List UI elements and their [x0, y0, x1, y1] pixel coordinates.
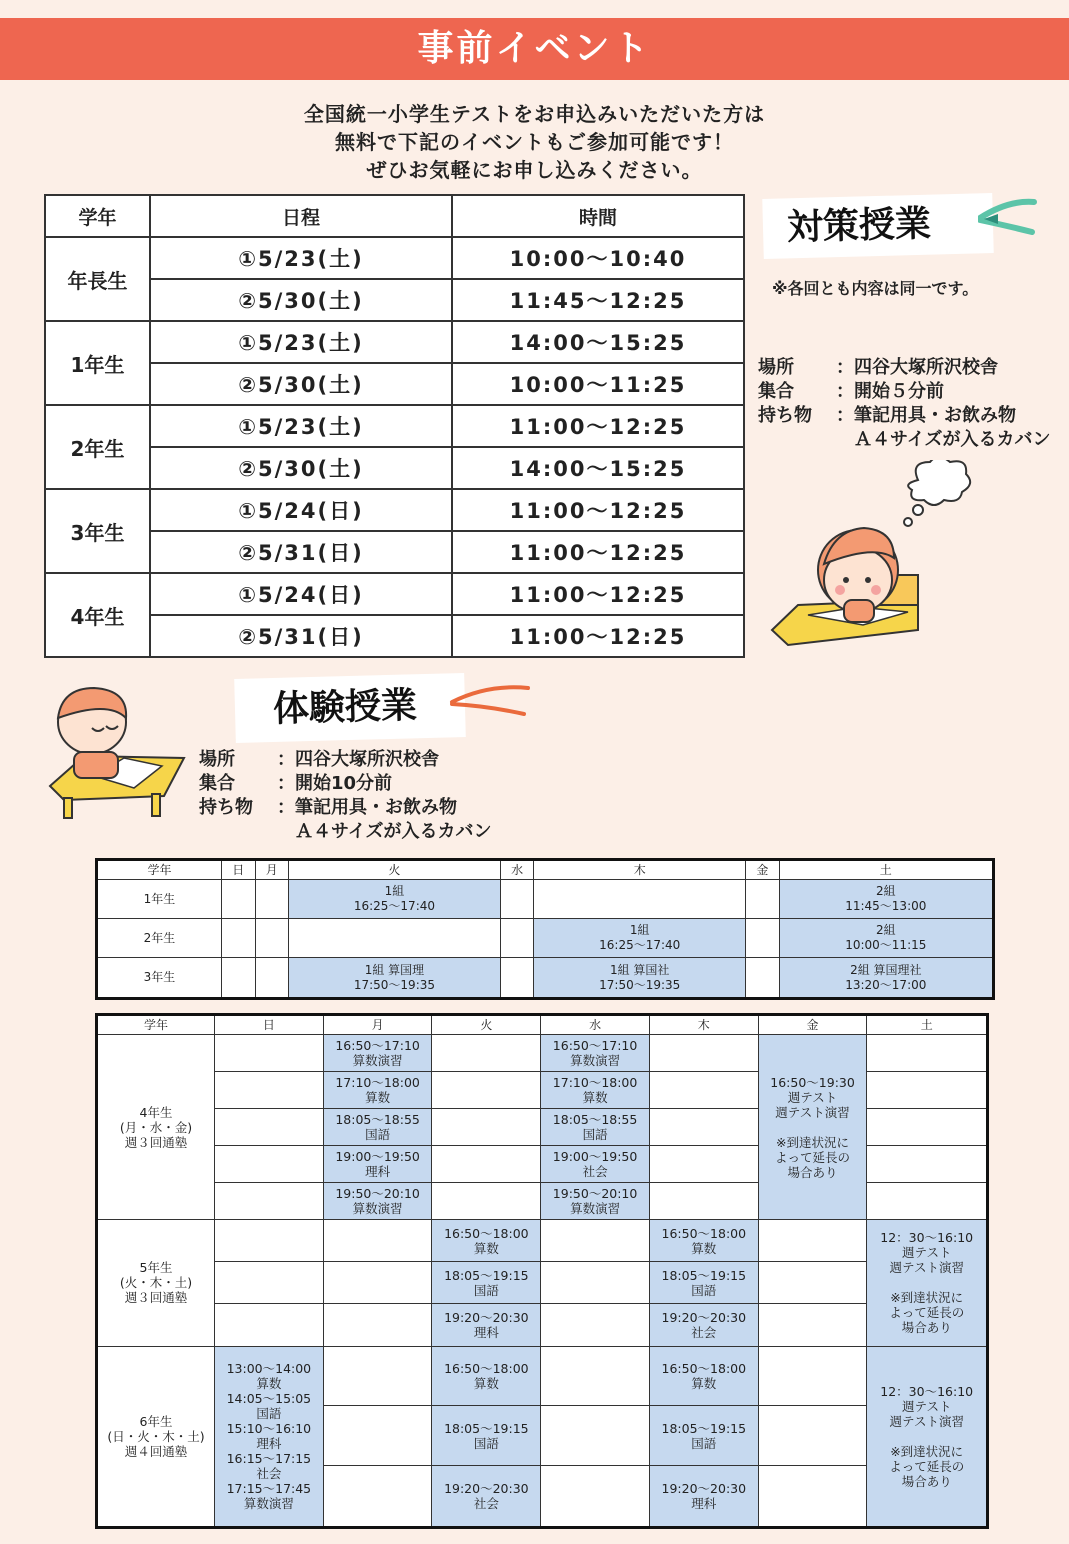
date-cell: ②5/30(土)	[150, 363, 452, 405]
time-cell: 11:00～12:25	[452, 615, 744, 657]
empty-cell	[215, 1183, 324, 1220]
info-value: ：筆記用具・お飲み物	[836, 405, 1016, 426]
grade-cell: 2年生	[45, 405, 150, 489]
class-cell: 16:50～17:10 算数演習	[323, 1035, 432, 1072]
class-cell: 19:50～20:10 算数演習	[323, 1183, 432, 1220]
class-cell: 19:20～20:30 理科	[432, 1304, 541, 1346]
time-cell: 11:00～12:25	[452, 405, 744, 447]
empty-cell	[758, 1262, 867, 1304]
class-cell: 13:00～14:00 算数 14:05～15:05 国語 15:10～16:10 理科 16:15～17:15 社会 17:15～17:45 算数演習	[215, 1346, 324, 1528]
col-header: 時間	[452, 195, 744, 237]
date-cell: ①5/23(土)	[150, 405, 452, 447]
empty-cell	[323, 1262, 432, 1304]
empty-cell	[746, 919, 780, 958]
class-cell: 19:20～20:30 社会	[649, 1304, 758, 1346]
intro-line: 無料で下記のイベントもご参加可能です！	[335, 130, 734, 154]
day-header: 金	[758, 1015, 867, 1035]
upper-grade-schedule	[95, 1013, 989, 1529]
date-cell: ②5/31(日)	[150, 531, 452, 573]
empty-cell	[500, 880, 534, 919]
class-cell: 12：30～16:10 週テスト 週テスト演習 ※到達状況に よって延長の 場合あり	[867, 1346, 988, 1528]
empty-cell	[541, 1406, 650, 1466]
time-cell: 11:00～12:25	[452, 531, 744, 573]
time-cell: 10:00～11:25	[452, 363, 744, 405]
info-value: ：開始10分前	[277, 773, 393, 794]
time-cell: 14:00～15:25	[452, 321, 744, 363]
class-cell: 16:50～18:00 算数	[649, 1346, 758, 1406]
class-cell: 16:50～17:10 算数演習	[541, 1035, 650, 1072]
class-cell: 18:05～18:55 国語	[541, 1109, 650, 1146]
empty-cell	[746, 880, 780, 919]
day-header: 火	[289, 860, 501, 880]
time-cell: 10:00～10:40	[452, 237, 744, 279]
grade-cell: 4年生	[45, 573, 150, 657]
info-key: 場所	[199, 749, 235, 770]
empty-cell	[649, 1146, 758, 1183]
info-key: 場所	[758, 357, 794, 378]
empty-cell	[758, 1406, 867, 1466]
class-cell: 2組 11:45～13:00	[779, 880, 993, 919]
info-value: ：四谷大塚所沢校舎	[836, 357, 998, 378]
date-cell: ①5/24(日)	[150, 489, 452, 531]
empty-cell	[222, 919, 256, 958]
class-cell: 19:20～20:30 理科	[649, 1466, 758, 1528]
empty-cell	[432, 1035, 541, 1072]
info-key: 持ち物	[199, 797, 253, 818]
empty-cell	[541, 1262, 650, 1304]
info-key: 集合	[199, 773, 235, 794]
intro-line: ぜひお気軽にお申し込みください。	[366, 158, 703, 182]
class-cell: 16:50～18:00 算数	[432, 1346, 541, 1406]
empty-cell	[255, 919, 289, 958]
date-cell: ①5/24(日)	[150, 573, 452, 615]
empty-cell	[758, 1346, 867, 1406]
time-cell: 11:45～12:25	[452, 279, 744, 321]
class-cell: 18:05～19:15 国語	[649, 1406, 758, 1466]
empty-cell	[541, 1346, 650, 1406]
day-header: 木	[534, 860, 746, 880]
date-cell: ①5/23(土)	[150, 237, 452, 279]
grade-cell: 1年生	[45, 321, 150, 405]
lower-grade-schedule	[95, 858, 995, 1000]
empty-cell	[215, 1220, 324, 1262]
writing-child-illustration	[44, 686, 194, 821]
grade-cell: 3年生	[45, 489, 150, 573]
empty-cell	[215, 1109, 324, 1146]
class-cell: 18:05～19:15 国語	[432, 1406, 541, 1466]
empty-cell	[500, 919, 534, 958]
empty-cell	[541, 1220, 650, 1262]
class-cell: 19:00～19:50 理科	[323, 1146, 432, 1183]
empty-cell	[758, 1304, 867, 1346]
empty-cell	[867, 1072, 988, 1109]
time-cell: 11:00～12:25	[452, 489, 744, 531]
taisaku-table	[44, 194, 745, 658]
empty-cell	[649, 1109, 758, 1146]
info-key	[758, 428, 836, 452]
class-cell: 12：30～16:10 週テスト 週テスト演習 ※到達状況に よって延長の 場合あり	[867, 1220, 988, 1347]
day-header: 日	[222, 860, 256, 880]
taisaku-title: 対策授業	[762, 193, 993, 259]
grade-cell: 6年生 (日・火・木・土) 週４回通塾	[97, 1346, 215, 1528]
day-header: 月	[255, 860, 289, 880]
info-value: ：四谷大塚所沢校舎	[277, 749, 439, 770]
empty-cell	[746, 958, 780, 999]
empty-cell	[541, 1304, 650, 1346]
empty-cell	[215, 1072, 324, 1109]
empty-cell	[758, 1220, 867, 1262]
taisaku-note: ※各回とも内容は同一です。	[772, 279, 979, 298]
class-cell: 16:50～19:30 週テスト 週テスト演習 ※到達状況に よって延長の 場合あり	[758, 1035, 867, 1220]
day-header: 学年	[97, 1015, 215, 1035]
info-value: ：筆記用具・お飲み物	[277, 797, 457, 818]
empty-cell	[432, 1109, 541, 1146]
class-cell: 1組 16:25～17:40	[534, 919, 746, 958]
class-cell: 2組 10:00～11:15	[779, 919, 993, 958]
empty-cell	[215, 1146, 324, 1183]
class-cell: 19:20～20:30 社会	[432, 1466, 541, 1528]
date-cell: ②5/30(土)	[150, 447, 452, 489]
ribbon-icon	[978, 196, 1038, 240]
grade-cell: 5年生 (火・木・土) 週３回通塾	[97, 1220, 215, 1347]
empty-cell	[432, 1183, 541, 1220]
day-header: 水	[500, 860, 534, 880]
day-header: 日	[215, 1015, 324, 1035]
day-header: 土	[779, 860, 993, 880]
class-cell: 1組 16:25～17:40	[289, 880, 501, 919]
empty-cell	[541, 1466, 650, 1528]
empty-cell	[255, 880, 289, 919]
day-header: 土	[867, 1015, 988, 1035]
class-cell: 18:05～19:15 国語	[649, 1262, 758, 1304]
time-cell: 14:00～15:25	[452, 447, 744, 489]
class-cell: 17:10～18:00 算数	[323, 1072, 432, 1109]
taiken-info	[199, 748, 492, 844]
class-cell: 2組 算国理社 13:20～17:00	[779, 958, 993, 999]
day-header: 月	[323, 1015, 432, 1035]
day-header: 火	[432, 1015, 541, 1035]
empty-cell	[215, 1262, 324, 1304]
date-cell: ②5/30(土)	[150, 279, 452, 321]
empty-cell	[500, 958, 534, 999]
col-header: 日程	[150, 195, 452, 237]
day-header: 学年	[97, 860, 222, 880]
info-value: Ａ４サイズが入るカバン	[277, 821, 492, 842]
empty-cell	[289, 919, 501, 958]
info-value: Ａ４サイズが入るカバン	[836, 429, 1051, 450]
empty-cell	[432, 1072, 541, 1109]
grade-cell: 3年生	[97, 958, 222, 999]
empty-cell	[867, 1035, 988, 1072]
col-header: 学年	[45, 195, 150, 237]
empty-cell	[649, 1183, 758, 1220]
class-cell: 19:00～19:50 社会	[541, 1146, 650, 1183]
day-header: 金	[746, 860, 780, 880]
grade-cell: 1年生	[97, 880, 222, 919]
date-cell: ②5/31(日)	[150, 615, 452, 657]
grade-cell: 2年生	[97, 919, 222, 958]
empty-cell	[222, 958, 256, 999]
empty-cell	[867, 1183, 988, 1220]
class-cell: 17:10～18:00 算数	[541, 1072, 650, 1109]
date-cell: ①5/23(土)	[150, 321, 452, 363]
empty-cell	[323, 1220, 432, 1262]
empty-cell	[534, 880, 746, 919]
empty-cell	[215, 1035, 324, 1072]
empty-cell	[215, 1304, 324, 1346]
class-cell: 19:50～20:10 算数演習	[541, 1183, 650, 1220]
class-cell: 18:05～19:15 国語	[432, 1262, 541, 1304]
empty-cell	[649, 1072, 758, 1109]
intro-line: 全国統一小学生テストをお申込みいただいた方は	[303, 102, 766, 126]
taisaku-info	[758, 356, 1051, 452]
taiken-title: 体験授業	[234, 673, 466, 743]
empty-cell	[758, 1466, 867, 1528]
time-cell: 11:00～12:25	[452, 573, 744, 615]
empty-cell	[323, 1346, 432, 1406]
class-cell: 16:50～18:00 算数	[649, 1220, 758, 1262]
intro-text	[0, 100, 1069, 184]
grade-cell: 4年生 (月・水・金) 週３回通塾	[97, 1035, 215, 1220]
empty-cell	[432, 1146, 541, 1183]
thinking-child-illustration	[768, 460, 978, 660]
class-cell: 16:50～18:00 算数	[432, 1220, 541, 1262]
class-cell: 18:05～18:55 国語	[323, 1109, 432, 1146]
day-header: 水	[541, 1015, 650, 1035]
day-header: 木	[649, 1015, 758, 1035]
empty-cell	[255, 958, 289, 999]
grade-cell: 年長生	[45, 237, 150, 321]
info-key	[199, 820, 277, 844]
class-cell: 1組 算国理 17:50～19:35	[289, 958, 501, 999]
empty-cell	[323, 1406, 432, 1466]
empty-cell	[867, 1146, 988, 1183]
class-cell: 1組 算国社 17:50～19:35	[534, 958, 746, 999]
empty-cell	[323, 1304, 432, 1346]
empty-cell	[222, 880, 256, 919]
empty-cell	[323, 1466, 432, 1528]
info-key: 集合	[758, 381, 794, 402]
info-key: 持ち物	[758, 405, 812, 426]
page-banner: 事前イベント	[0, 18, 1069, 80]
empty-cell	[649, 1035, 758, 1072]
ribbon-icon	[448, 680, 532, 720]
empty-cell	[867, 1109, 988, 1146]
info-value: ：開始５分前	[836, 381, 944, 402]
